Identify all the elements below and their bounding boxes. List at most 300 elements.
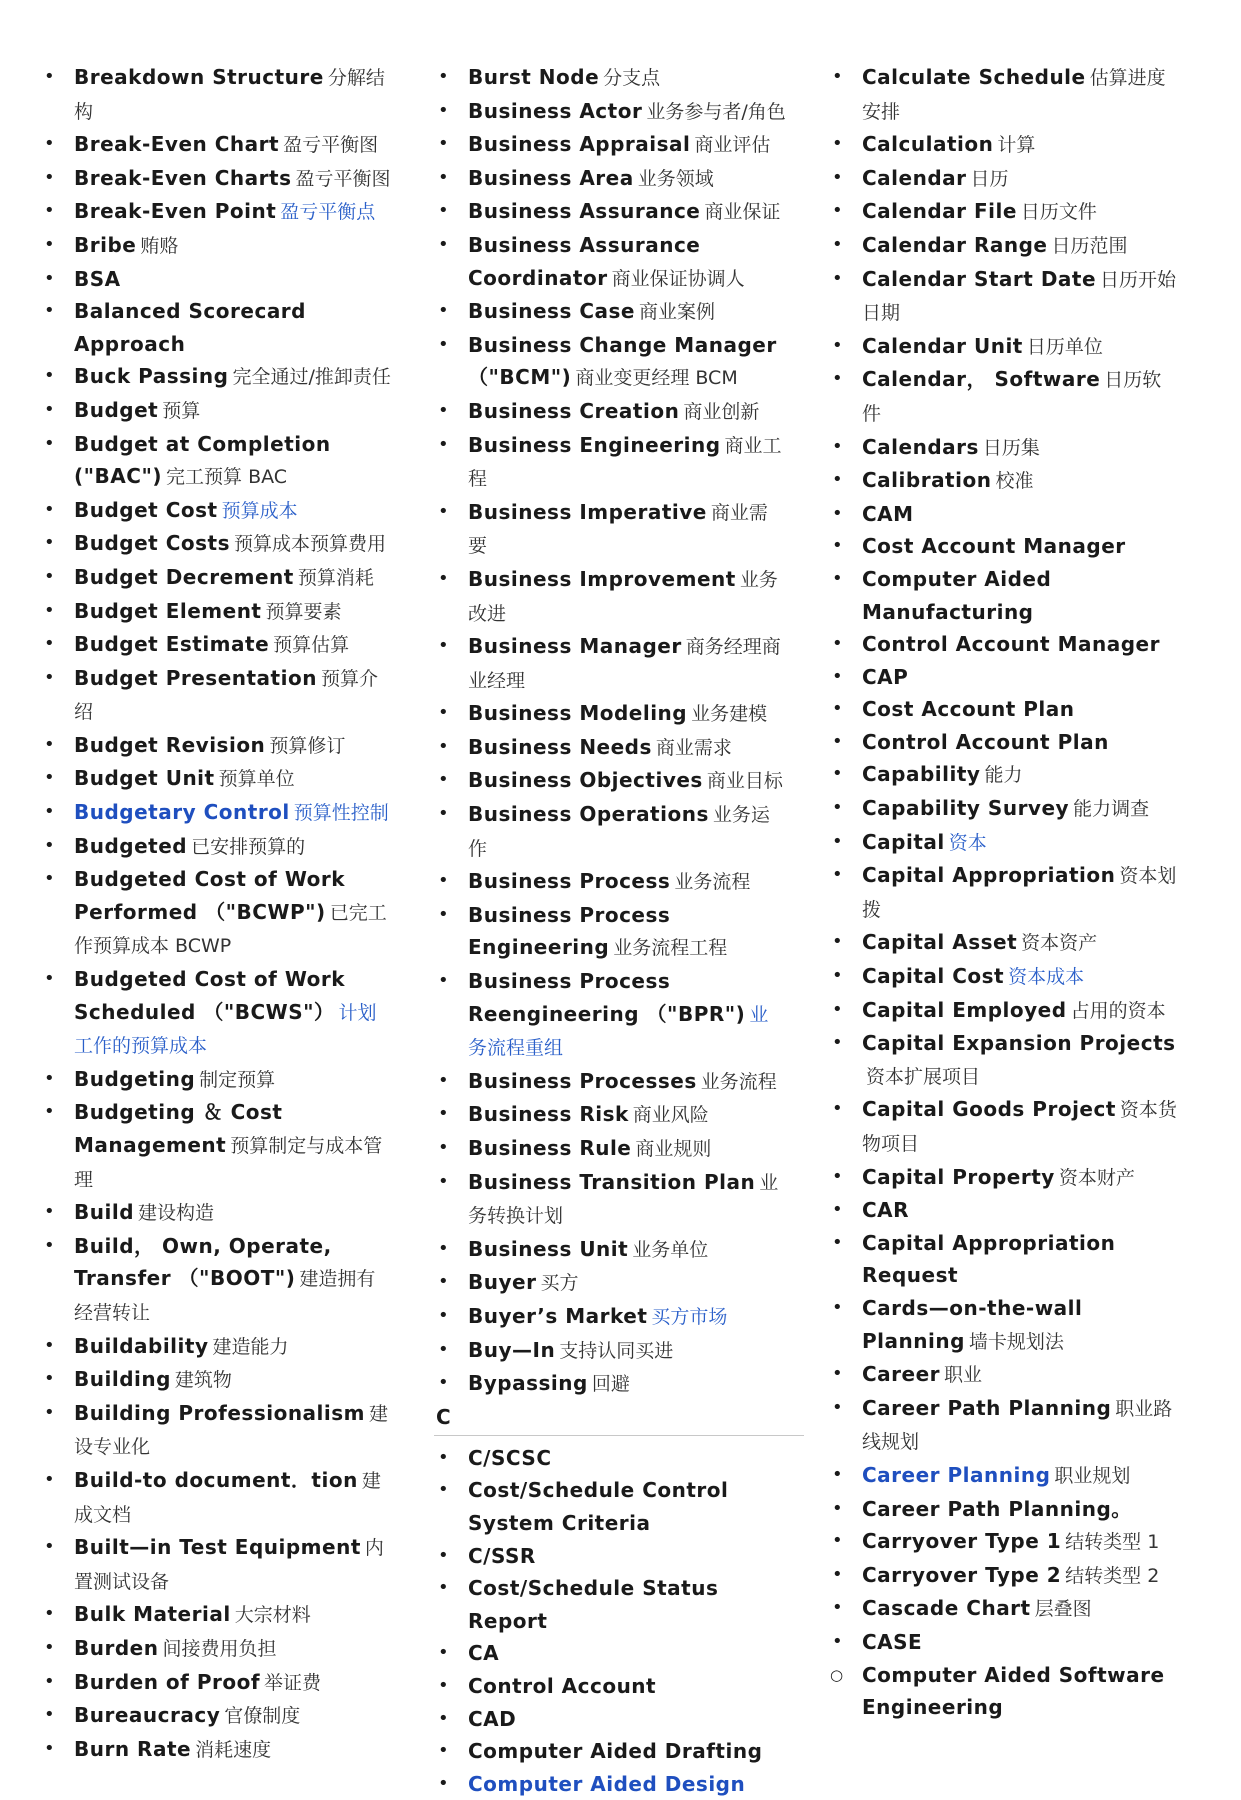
term-english: Control Account Manager [862,632,1160,657]
term-english: Business Rule [468,1136,632,1160]
term-chinese: 职业路线规划 [862,1397,1173,1454]
column-2 [434,61,786,1800]
term-english: Control Account Plan [862,729,1109,754]
term-chinese: 日历软件 [862,369,1162,425]
term-english: Burden of Proof [74,1669,261,1694]
term-chinese: 资本资产 [1021,932,1098,955]
term-chinese: 日历 [970,167,1009,190]
term-chinese: 占用的资本 [1070,999,1166,1022]
term-chinese: 资本 [948,831,987,854]
glossary-entry [828,464,1180,498]
glossary-entry [434,61,786,95]
term-english: Business Change Manager （"BCM") [468,332,777,390]
term-chinese: 估算进度安排 [862,67,1166,123]
glossary-entry [828,1194,1180,1227]
column-3 [828,61,1180,1724]
term-chinese: 商业保证 [704,201,781,224]
term-chinese: 业务运作 [468,804,770,860]
glossary-entry [40,1632,392,1666]
term-english: Budget Cost [74,497,218,522]
glossary-entry [828,1161,1180,1195]
term-chinese: 业务转换计划 [468,1171,779,1228]
term-chinese: 业务流程 [700,1070,777,1093]
glossary-entry [828,498,1180,531]
glossary-entry [434,1334,786,1368]
term-list [40,61,392,1766]
term-english: Business Process [468,869,671,894]
term-chinese: 职业规划 [1054,1464,1131,1487]
term-english: Build [74,1200,135,1225]
glossary-entry [434,295,786,329]
term-english: Control Account [468,1673,657,1698]
term-english: Calendar， Software [862,367,1101,392]
term-chinese: 职业 [944,1364,983,1387]
glossary-entry [40,1464,392,1531]
term-chinese: 日历文件 [1020,201,1097,224]
glossary-entry [40,628,392,662]
term-english: Budgeting ＆ Cost Management [74,1100,283,1157]
term-english: Building Professionalism [74,1400,366,1425]
term-english: Capability Survey [862,796,1070,821]
glossary-entry [434,630,786,697]
glossary-entry [40,527,392,561]
term-english: Breakdown Structure [74,65,324,89]
term-english: Carryover Type 1 [862,1529,1062,1554]
glossary-entry [828,1559,1180,1593]
section-heading: C [436,1404,451,1429]
glossary-entry [434,1442,786,1475]
glossary-entry [828,926,1180,960]
glossary-entry [40,1531,392,1598]
glossary-entry [40,494,392,528]
glossary-entry [434,1367,786,1401]
glossary-entry [434,395,786,429]
term-english: Business Processes [468,1068,697,1093]
term-english: Capital Asset [862,930,1018,955]
glossary-entry [828,1392,1180,1459]
term-chinese: 预算介绍 [74,667,378,724]
term-english: Calibration [862,468,992,493]
glossary-entry [40,863,392,963]
glossary-entry [40,1330,392,1364]
glossary-entry [40,1733,392,1767]
term-english: Budget Decrement [74,564,294,589]
term-english: Business Needs [468,734,652,759]
glossary-entry [40,1363,392,1397]
term-english: Budgeted Cost of Work Scheduled （"BCWS"） [74,967,346,1024]
term-english: Cascade Chart [862,1596,1031,1621]
term-english: Business Assurance Coordinator [468,232,701,290]
term-chinese: 商业需求 [655,736,732,759]
term-english: Business Engineering [468,432,721,457]
term-english: Budget Revision [74,732,266,757]
term-english: C/SSR [468,1543,536,1568]
glossary-entry [434,1703,786,1736]
term-chinese: 建筑物 [174,1369,232,1392]
glossary-entry [434,229,786,295]
glossary-entry [828,826,1180,860]
term-english: Business Manager [468,634,682,659]
term-chinese: 层叠图 [1034,1598,1092,1621]
glossary-entry [828,363,1180,430]
glossary-entry [828,530,1180,563]
term-chinese: 建造拥有经营转让 [74,1268,376,1324]
term-english: Cards—on-the-wall Planning [862,1295,1083,1353]
term-english: Calendars [862,434,979,459]
glossary-entry [40,1397,392,1464]
term-english: Budgeting [74,1066,196,1091]
glossary-entry [40,394,392,428]
glossary-entry [40,61,392,128]
term-english: Budget Element [74,598,262,623]
term-chinese: 商业工程 [468,434,782,491]
term-english: Career Path Planning。 [862,1496,1132,1521]
term-english: Built—in Test Equipment [74,1535,361,1560]
term-english: Business Process Reengineering （"BPR") [468,969,746,1026]
term-chinese: 能力调查 [1073,798,1150,821]
term-chinese: 已完工作预算成本 BCWP [74,901,387,958]
term-english: Business Risk [468,1102,629,1127]
term-english: Burden [74,1635,159,1660]
term-chinese: 业务流程 [674,871,751,894]
term-chinese: 预算成本 [221,499,298,522]
term-english: Calculation [862,132,994,157]
term-chinese: 业务建模 [691,703,768,726]
term-english: Burst Node [468,65,600,89]
glossary-entry [828,758,1180,792]
glossary-entry [434,1266,786,1300]
glossary-entry [828,128,1180,162]
term-chinese: 间接费用负担 [162,1637,277,1660]
term-chinese: 分支点 [603,67,661,89]
term-chinese: 举证费 [264,1671,322,1694]
term-english: CAM [862,501,914,526]
term-english: Calendar [862,165,967,190]
term-english: Capital [862,829,945,854]
term-chinese: 日历范围 [1051,234,1128,257]
glossary-entry [40,295,392,360]
glossary-entry [434,899,786,965]
term-english: Buyer [468,1270,537,1295]
glossary-entry [434,1540,786,1573]
term-english: Business Modeling [468,701,688,726]
glossary-entry [434,798,786,865]
term-list [434,61,786,1401]
term-english: Career Path Planning [862,1395,1112,1420]
glossary-entry [434,764,786,798]
term-chinese: 预算估算 [273,634,350,657]
term-chinese: 结转类型 1 [1065,1531,1160,1554]
term-chinese: 官僚制度 [224,1705,301,1728]
term-english: Budgeted Cost of Work Performed （"BCWP") [74,867,346,924]
term-list [434,1442,786,1800]
term-chinese: 完工预算 BAC [166,466,288,489]
glossary-entry [434,1166,786,1233]
glossary-entry [40,1699,392,1733]
glossary-entry [434,1065,786,1099]
term-chinese: 结转类型 2 [1065,1564,1160,1587]
term-chinese: 业务流程工程 [613,937,728,960]
term-chinese: 预算制定与成本管理 [74,1135,383,1191]
term-english: Buy—In [468,1337,556,1362]
term-chinese: 校准 [995,470,1034,493]
glossary-entry [828,693,1180,726]
glossary-entry [40,428,392,494]
term-english: Business Imperative [468,499,707,524]
glossary-entry [434,1735,786,1768]
term-chinese: 日历单位 [1026,335,1103,358]
term-chinese: 预算消耗 [297,566,374,589]
glossary-entry [40,162,392,196]
glossary-entry [40,595,392,629]
term-english: BSA [74,266,121,291]
term-english: CAD [468,1706,517,1731]
glossary-entry [434,496,786,563]
term-english: Cost/Schedule Control System Criteria [468,1478,729,1535]
term-chinese: 买方市场 [651,1305,728,1328]
term-chinese: 盈亏平衡图 [295,167,391,190]
term-english: Business Actor [468,98,643,123]
glossary-entry [40,360,392,394]
term-chinese: 大宗材料 [234,1604,311,1627]
glossary-entry [828,1525,1180,1559]
term-english: Build， Own, Operate, Transfer （"BOOT") [74,1233,332,1291]
term-english: Business Improvement [468,566,736,591]
term-english: Career Planning [862,1462,1051,1487]
glossary-entry [434,429,786,496]
glossary-entry [828,960,1180,994]
glossary-entry [828,1592,1180,1626]
term-chinese: 预算单位 [218,768,295,791]
term-english: Calculate Schedule [862,65,1086,89]
term-list [828,61,1180,1724]
term-chinese: 商业目标 [706,770,783,793]
term-chinese: 商业评估 [694,134,771,157]
term-chinese: 商业创新 [683,400,760,423]
term-chinese: 日历集 [982,436,1040,459]
term-english: Calendar Range [862,232,1048,257]
term-english: C/SCSC [468,1445,552,1470]
term-english: Business Case [468,299,635,324]
term-english: Business Creation [468,398,680,423]
term-english: Business Area [468,165,634,190]
glossary-entry [40,1666,392,1700]
term-english: Break-Even Point [74,199,277,224]
term-chinese: 完全通过/推卸责任 [232,366,391,389]
glossary-entry [828,1027,1180,1093]
term-chinese: 预算 [162,399,201,422]
term-chinese: 消耗速度 [195,1738,272,1761]
glossary-entry [434,865,786,899]
term-english: Build-to document．tion [74,1467,358,1492]
glossary-entry [434,1132,786,1166]
glossary-entry [434,128,786,162]
term-chinese: 资本货物项目 [862,1099,1177,1155]
term-english: Capital Appropriation Request [862,1230,1116,1288]
term-english: Career [862,1362,941,1387]
glossary-entry [828,263,1180,330]
term-chinese: 墙卡规划法 [968,1330,1064,1353]
glossary-entry [828,1459,1180,1493]
glossary-entry [40,229,392,263]
glossary-entry [434,195,786,229]
glossary-entry [434,1670,786,1703]
term-chinese: 盈亏平衡图 [283,134,379,157]
term-english: Burn Rate [74,1736,192,1761]
term-chinese: 预算修订 [269,734,346,757]
term-english: Budget at Completion ("BAC") [74,431,331,489]
glossary-entry [40,963,392,1063]
term-english: Cost Account Plan [862,697,1075,722]
term-chinese: 业务领域 [637,167,714,190]
glossary-entry [40,195,392,229]
term-english: Cost Account Manager [862,534,1126,559]
glossary-entry [40,263,392,296]
term-chinese: 制定预算 [199,1068,276,1091]
term-english: Budget Unit [74,766,215,791]
term-english: Business Appraisal [468,132,691,157]
glossary-entry [828,563,1180,628]
term-chinese: 已安排预算的 [191,835,306,858]
term-english: Calendar Unit [862,333,1023,358]
term-chinese: 资本扩展项目 [866,1065,981,1088]
term-english: Bulk Material [74,1602,231,1627]
glossary-entry [434,329,786,395]
term-english: Computer Aided Manufacturing [862,566,1052,624]
glossary-entry [40,830,392,864]
term-english: Capability [862,762,981,787]
term-chinese: 贿赂 [140,234,179,257]
term-chinese: 建造能力 [212,1335,289,1358]
term-english: Bribe [74,232,137,257]
term-chinese: 计算 [997,134,1036,157]
term-english: Budget Presentation [74,665,317,690]
glossary-entry [828,994,1180,1028]
glossary-entry [40,1063,392,1097]
glossary-entry [434,1768,786,1800]
term-chinese: 预算成本预算费用 [234,533,387,556]
term-chinese: 商业规则 [635,1138,712,1160]
term-english: Business Process Engineering [468,902,671,960]
term-english: CASE [862,1629,923,1654]
term-chinese: 商业变更经理 BCM [575,367,738,390]
glossary-entry [40,1230,392,1330]
term-english: Break-Even Charts [74,165,292,190]
term-chinese: 商业需要 [468,501,768,558]
glossary-entry [434,1098,786,1132]
term-english: Balanced Scorecard Approach [74,299,306,356]
term-chinese: 建成文档 [74,1469,381,1526]
glossary-entry [434,1637,786,1670]
term-chinese: 计划工作的预算成本 [74,1001,377,1058]
glossary-entry [40,796,392,830]
term-chinese: 业务流程重组 [468,1003,769,1060]
term-chinese: 资本财产 [1058,1166,1135,1189]
term-english: Budget [74,397,159,422]
term-english: Bypassing [468,1371,588,1396]
term-english: Capital Goods Project [862,1097,1116,1122]
term-english: Cost/Schedule Status Report [468,1576,719,1633]
glossary-entry [828,1292,1180,1358]
glossary-entry [434,1300,786,1334]
glossary-entry [828,195,1180,229]
glossary-entry [434,697,786,731]
glossary-entry [40,662,392,729]
glossary-entry [40,762,392,796]
term-english: Capital Cost [862,964,1005,989]
term-english: CAR [862,1198,910,1223]
term-english: Capital Employed [862,997,1067,1022]
glossary-entry [828,330,1180,364]
term-english: Capital Appropriation [862,863,1116,888]
term-chinese: 建设专业化 [74,1402,389,1459]
term-chinese: 资本划拨 [862,865,1177,921]
glossary-entry [434,563,786,630]
term-english: Computer Aided Design [468,1771,746,1796]
term-chinese: 盈亏平衡点 [280,201,376,224]
glossary-entry [828,431,1180,465]
term-english: Computer Aided Software Engineering [862,1662,1165,1720]
glossary-entry [434,965,786,1065]
term-english: Calendar File [862,199,1017,224]
term-chinese: 能力 [984,764,1023,787]
glossary-entry [828,229,1180,263]
term-english: Break-Even Chart [74,132,280,157]
term-english: Calendar Start Date [862,266,1097,291]
glossary-entry [828,1093,1180,1160]
glossary-entry [828,1358,1180,1392]
term-english: Budgeted [74,833,188,858]
term-chinese: 业务改进 [468,568,778,625]
glossary-entry [434,731,786,765]
term-english: Budget Costs [74,531,230,556]
glossary-entry [434,95,786,129]
term-chinese: 业务参与者/角色 [646,100,786,123]
term-chinese: 商业风险 [632,1104,709,1127]
glossary-entry [828,162,1180,196]
term-chinese: 预算性控制 [293,802,389,825]
glossary-entry [40,729,392,763]
term-english: Buyer’s Market [468,1303,648,1328]
glossary-entry [40,1096,392,1196]
glossary-entry [828,661,1180,694]
glossary-entry [40,1598,392,1632]
term-chinese: 分解结构 [74,67,385,123]
term-chinese: 建设构造 [138,1202,215,1225]
glossary-entry [828,1659,1180,1724]
term-english: Computer Aided Drafting [468,1739,763,1764]
glossary-entry [828,859,1180,926]
term-chinese: 支持认同买进 [559,1339,674,1362]
term-chinese: 日历开始日期 [862,268,1177,325]
glossary-entry [828,726,1180,759]
term-english: Budgetary Control [74,800,290,825]
glossary-entry [828,61,1180,128]
glossary-entry [40,1196,392,1230]
term-english: Business Operations [468,802,709,827]
term-english: Business Objectives [468,768,703,793]
glossary-entry [40,128,392,162]
term-chinese: 预算要素 [265,600,342,623]
term-english: Capital Property [862,1164,1055,1189]
term-chinese: 商业保证协调人 [611,267,745,290]
column-1 [40,61,392,1766]
glossary-entry [828,1227,1180,1292]
term-english: Buildability [74,1333,209,1358]
term-english: CAP [862,664,909,689]
term-english: Budget Estimate [74,632,270,657]
section-divider [434,1435,804,1436]
